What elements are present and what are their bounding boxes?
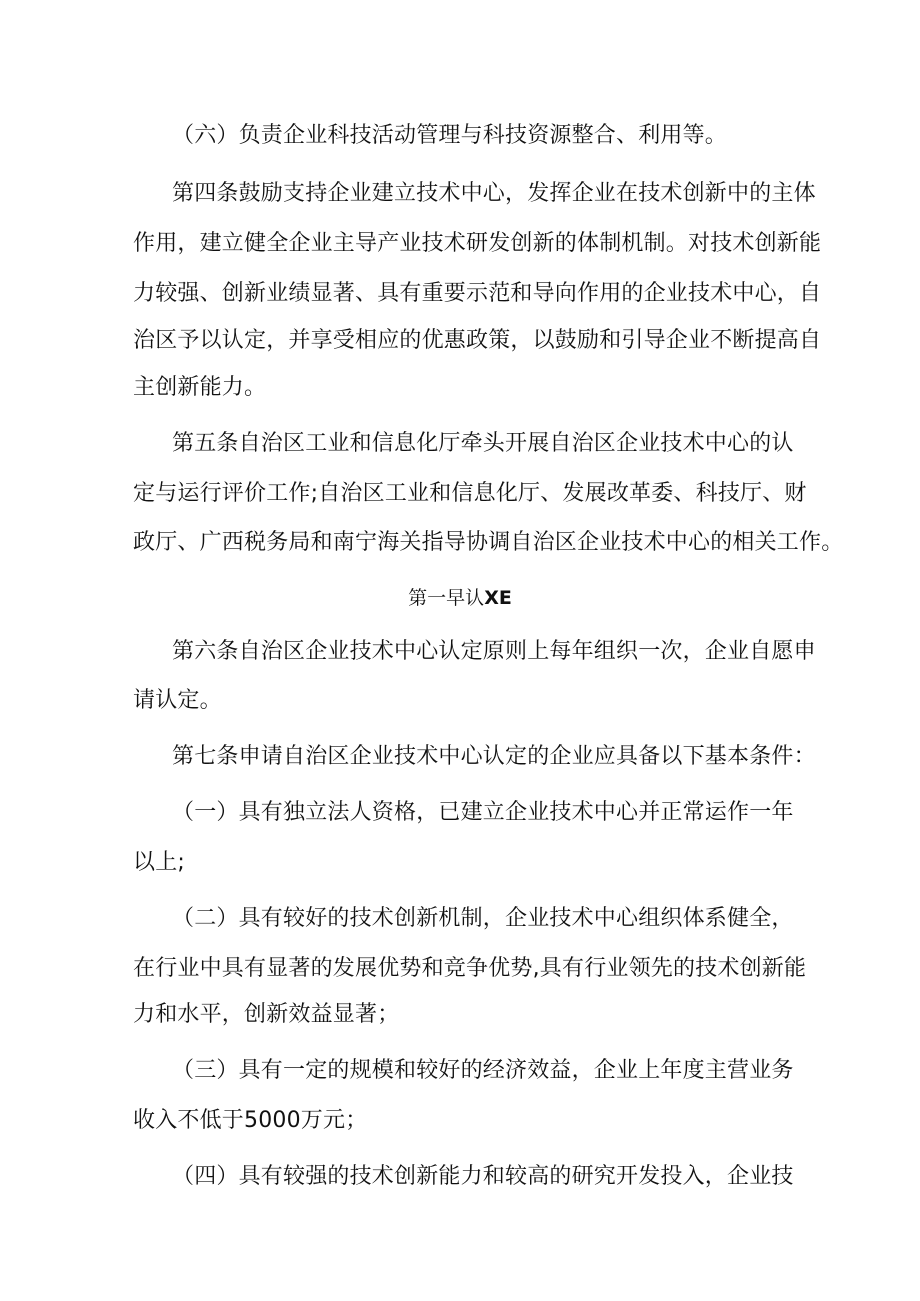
article-4-line-4: 治区予以认定，并享受相应的优惠政策，以鼓励和引导企业不断提高自 [133,328,822,353]
chapter-heading [0,584,920,612]
paragraph-6-line-1: （六）负责企业科技活动管理与科技资源整合、利用等。 [172,123,728,148]
condition-1-line-1: （一）具有独立法人资格，已建立企业技术中心并正常运作一年 [172,800,794,825]
article-7-line-1: 第七条申请自治区企业技术中心认定的企业应具备以下基本条件： [172,744,816,769]
chapter-heading-latin: XE [484,587,512,609]
article-4-line-3: 力较强、创新业绩显著、具有重要示范和导向作用的企业技术中心，自 [133,281,822,306]
condition-2-line-3: 力和水平，创新效益显著； [133,1002,400,1027]
condition-1-line-2: 以上; [133,850,186,875]
condition-3-line-2: 收入不低于5000万元； [133,1108,368,1133]
article-5-line-3: 政厅、广西税务局和南宁海关指导协调自治区企业技术中心的相关工作。 [133,530,844,555]
condition-2-line-2: 在行业中具有显著的发展优势和竞争优势,具有行业领先的技术创新能 [133,956,807,981]
chapter-heading-cjk: 第一早认 [408,587,485,609]
condition-3-line-1: （三）具有一定的规模和较好的经济效益，企业上年度主营业务 [172,1058,794,1083]
condition-4-line-1: （四）具有较强的技术创新能力和较高的研究开发投入，企业技 [172,1164,794,1189]
article-4-line-5: 主创新能力。 [133,375,267,400]
article-5-line-2: 定与运行评价工作;自治区工业和信息化厅、发展改革委、科技厅、财 [133,481,807,506]
condition-2-line-1: （二）具有较好的技术创新机制，企业技术中心组织体系健全， [172,906,794,931]
article-6-line-1: 第六条自治区企业技术中心认定原则上每年组织一次，企业自愿申 [172,639,816,664]
article-6-line-2: 请认定。 [133,688,222,713]
article-4-line-1: 第四条鼓励支持企业建立技术中心，发挥企业在技术创新中的主体 [172,181,816,206]
article-5-line-1: 第五条自治区工业和信息化厅牵头开展自治区企业技术中心的认 [172,431,794,456]
article-4-line-2: 作用，建立健全企业主导产业技术研发创新的体制机制。对技术创新能 [133,231,822,256]
